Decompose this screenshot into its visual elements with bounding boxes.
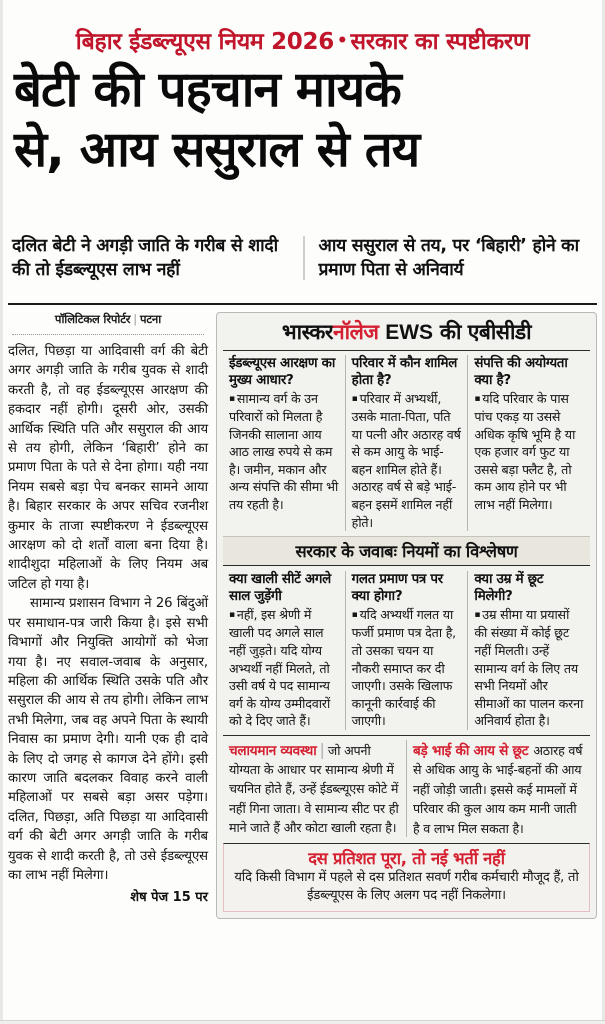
qa-answer-text: सामान्य वर्ग के उन परिवारों को मिलता है जिनकी सालाना आय आठ लाख रुपये से कम है। जमीन, मकान और अन्य संपत्ति की सीमा भी तय रहती है। [229,391,339,513]
highlight-card-elder-brother-income [406,740,590,837]
kicker-text-after: सरकार का स्पष्टीकरण [350,29,530,55]
qa-answer-text: नहीं, इस श्रेणी में खाली पद अगले साल नहीं जुड़ते। यदि योग्य अभ्यर्थी नहीं मिलते, तो उसी वर्ष ये पद सामान्य वर्ग के योग्य उम्मीदवारों को दे दिए जाते हैं। [229,607,331,729]
page-edge-bottom [0,1020,605,1024]
story-paragraph-2: सामान्य प्रशासन विभाग ने 26 बिंदुओं पर समाधान-पत्र जारी किया है। इसे सभी विभागों और नियुक्ति आयोगों को भेजा गया है। नए सवाल-जवाब के अनुसार, महिला की आर्थिक स्थिति उसके पति और ससुराल की आय से तय होगी। लेकिन लाभ तभी मिलेगा, जब वह अपने पिता के स्थायी निवास का प्रमाण देगी। यानी एक ही दावे के लिए दो जगह से कागज देने होंगे। इसी कारण जाति बदलकर विवाह करने वाली महिलाओं पर सबसे बड़ा असर पड़ेगा। दलित, पिछड़ा, अति पिछड़ा या आदिवासी वर्ग की बेटी अगर अगड़ी जाति के गरीब युवक से शादी करती है, तो उसे ईडब्ल्यूएस का लाभ नहीं मिलेगा। [8,596,208,883]
highlight-heading: बड़े भाई की आय से छूट [413,742,529,759]
footer-body: यदि किसी विभाग में पहले से दस प्रतिशत सवर्ण गरीब कर्मचारी मौजूद हैं, तो ईडब्ल्यूएस के लिए अलग पद नहीं निकलेगा। [234,869,579,904]
page-edge-left [0,0,3,1024]
kicker-text-before: बिहार ईडब्ल्यूएस नियम 2026 [75,29,334,55]
qa-card-basis [223,355,345,531]
kicker-line [0,24,605,56]
qa-card-property [467,355,590,531]
subhead-right: आय ससुराल से तय, पर ‘बिहारी’ होने का प्रमाण पिता से अनिवार्य [318,236,579,280]
byline-role: पॉलिटिकल रिपोर्टर [54,312,131,326]
qa-row-2 [223,566,590,730]
qa-answer [352,606,462,730]
bullet-icon: ▪ [351,393,358,404]
bullet-icon: ▪ [474,609,481,620]
qa-question: परिवार में कौन शामिल होता है? [351,356,458,388]
qa-card-family [345,355,468,531]
highlight-body: अठारह वर्ष से अधिक आयु के भाई-बहनों की आय नहीं जोड़ी जाती। इससे कई मामलों में परिवार की कुल आय कम मानी जाती है व लाभ मिल सकता है। [413,742,583,836]
qa-answer [229,606,339,730]
bullet-icon: ▪ [351,609,358,620]
qa-question: गलत प्रमाण पत्र पर क्या होगा? [351,572,443,605]
title-tail: की एबीसीडी [439,320,532,344]
section-band: सरकार के जवाबः नियमों का विश्लेषण [223,536,590,566]
bullet-icon: ▪ [474,393,481,404]
byline-separator: | [133,312,137,326]
headline-line-2: से, आय ससुराल से तय [14,121,420,178]
subhead-left: दलित बेटी ने अगड़ी जाति के गरीब से शादी की तो ईडब्ल्यूएस लाभ नहीं [12,236,278,280]
knowledge-box-title [223,318,590,350]
story-paragraph-1: दलित, पिछड़ा या आदिवासी वर्ग की बेटी अगर अगड़ी जाति के गरीब युवक से शादी करती है, तो वह ईडब्ल्यूएस आरक्षण की हकदार नहीं होगी। दूसरी ओर, उसकी आर्थिक स्थिति पति और ससुराल की आय से तय होगी, लेकिन ‘बिहारी’ होने का प्रमाण पिता के पते से देना होगा। यही नया नियम सबसे बड़ा पेच बनकर सामने आया है। बिहार सरकार के अपर सचिव रजनीश कुमार के ताजा स्पष्टीकरण ने ईडब्ल्यूएस आरक्षण को दो शर्तों वाला बना दिया है। शादीशुदा महिलाओं के लिए नियम अब जटिल हो गया है। [8,344,208,592]
continuation-line: शेष पेज 15 पर [130,890,208,906]
qa-question: संपत्ति की अयोग्यता क्या है? [474,356,568,388]
qa-card-fake-certificate [345,571,468,730]
qa-answer-text: यदि परिवार के पास पांच एकड़ या उससे अधिक कृषि भूमि है या एक हजार वर्ग फुट या उससे बड़ा फ्लैट है, तो कम आय होने पर भी लाभ नहीं मिलेगा। [474,391,576,513]
qa-question: ईडब्ल्यूएस आरक्षण का मुख्य आधार? [229,356,336,388]
knowledge-box [216,312,597,919]
highlight-body: योग्यता के आधार पर सामान्य श्रेणी में चयनित होते हैं, उन्हें ईडब्ल्यूएस कोटे में नहीं गिना जाता। वे सामान्य सीट पर ही माने जाते हैं और कोटा खाली रहता है। [229,761,399,836]
highlight-divider: | [319,739,325,759]
qa-card-age-relaxation [467,571,590,730]
byline-location: पटना [139,312,162,326]
kicker-bullet-icon: • [336,31,348,51]
bullet-icon: ▪ [229,609,235,620]
title-ews: EWS [385,321,434,344]
highlight-row [223,735,590,837]
qa-row-1 [223,350,590,531]
qa-question: क्या खाली सीटें अगले साल जुड़ेंगी [229,572,331,605]
qa-answer [474,606,584,730]
qa-answer-text: उम्र सीमा या प्रयासों की संख्या में कोई छूट नहीं मिलती। उन्हें सामान्य वर्ग के लिए तय सभी नियमों और सीमाओं का पालन करना अनिवार्य होता है। [474,607,584,729]
page-title [14,60,591,180]
byline-rule [12,334,204,335]
story-column [8,312,208,905]
highlight-heading: चलायमान व्यवस्था [229,742,317,759]
qa-answer [352,390,462,531]
subhead-divider [303,236,305,280]
qa-answer [474,390,584,514]
footer-heading: दस प्रतिशत पूरा, तो नई भर्ती नहीं [308,848,505,868]
subhead-row [12,234,595,282]
highlight-card-floating-system [223,740,406,837]
qa-question: क्या उम्र में छूट मिलेगी? [474,572,544,605]
brand-knowledge: नॉलेज [332,320,379,344]
footer-note [223,843,590,912]
bullet-icon: ▪ [229,393,235,404]
highlight-lead: जो अपनी [327,742,371,758]
qa-answer [229,390,339,514]
qa-card-vacant-seats [223,571,345,730]
qa-answer-text: यदि अभ्यर्थी गलत या फर्जी प्रमाण पत्र देता है, तो उसका चयन या नौकरी समाप्त कर दी जाएगी। उसके खिलाफ कानूनी कार्रवाई की जाएगी। [351,607,456,729]
header-rule [8,303,597,305]
headline-line-1: बेटी की पहचान मायके [14,61,401,118]
byline [8,312,208,332]
brand-bhaskar: भास्कर [281,320,333,344]
qa-answer-text: परिवार में अभ्यर्थी, उसके माता-पिता, पति या पत्नी और अठारह वर्ष से कम आयु के भाई-बहन शामिल होते हैं। अठारह वर्ष से बड़े भाई-बहन इसमें शामिल नहीं होते। [351,391,461,530]
